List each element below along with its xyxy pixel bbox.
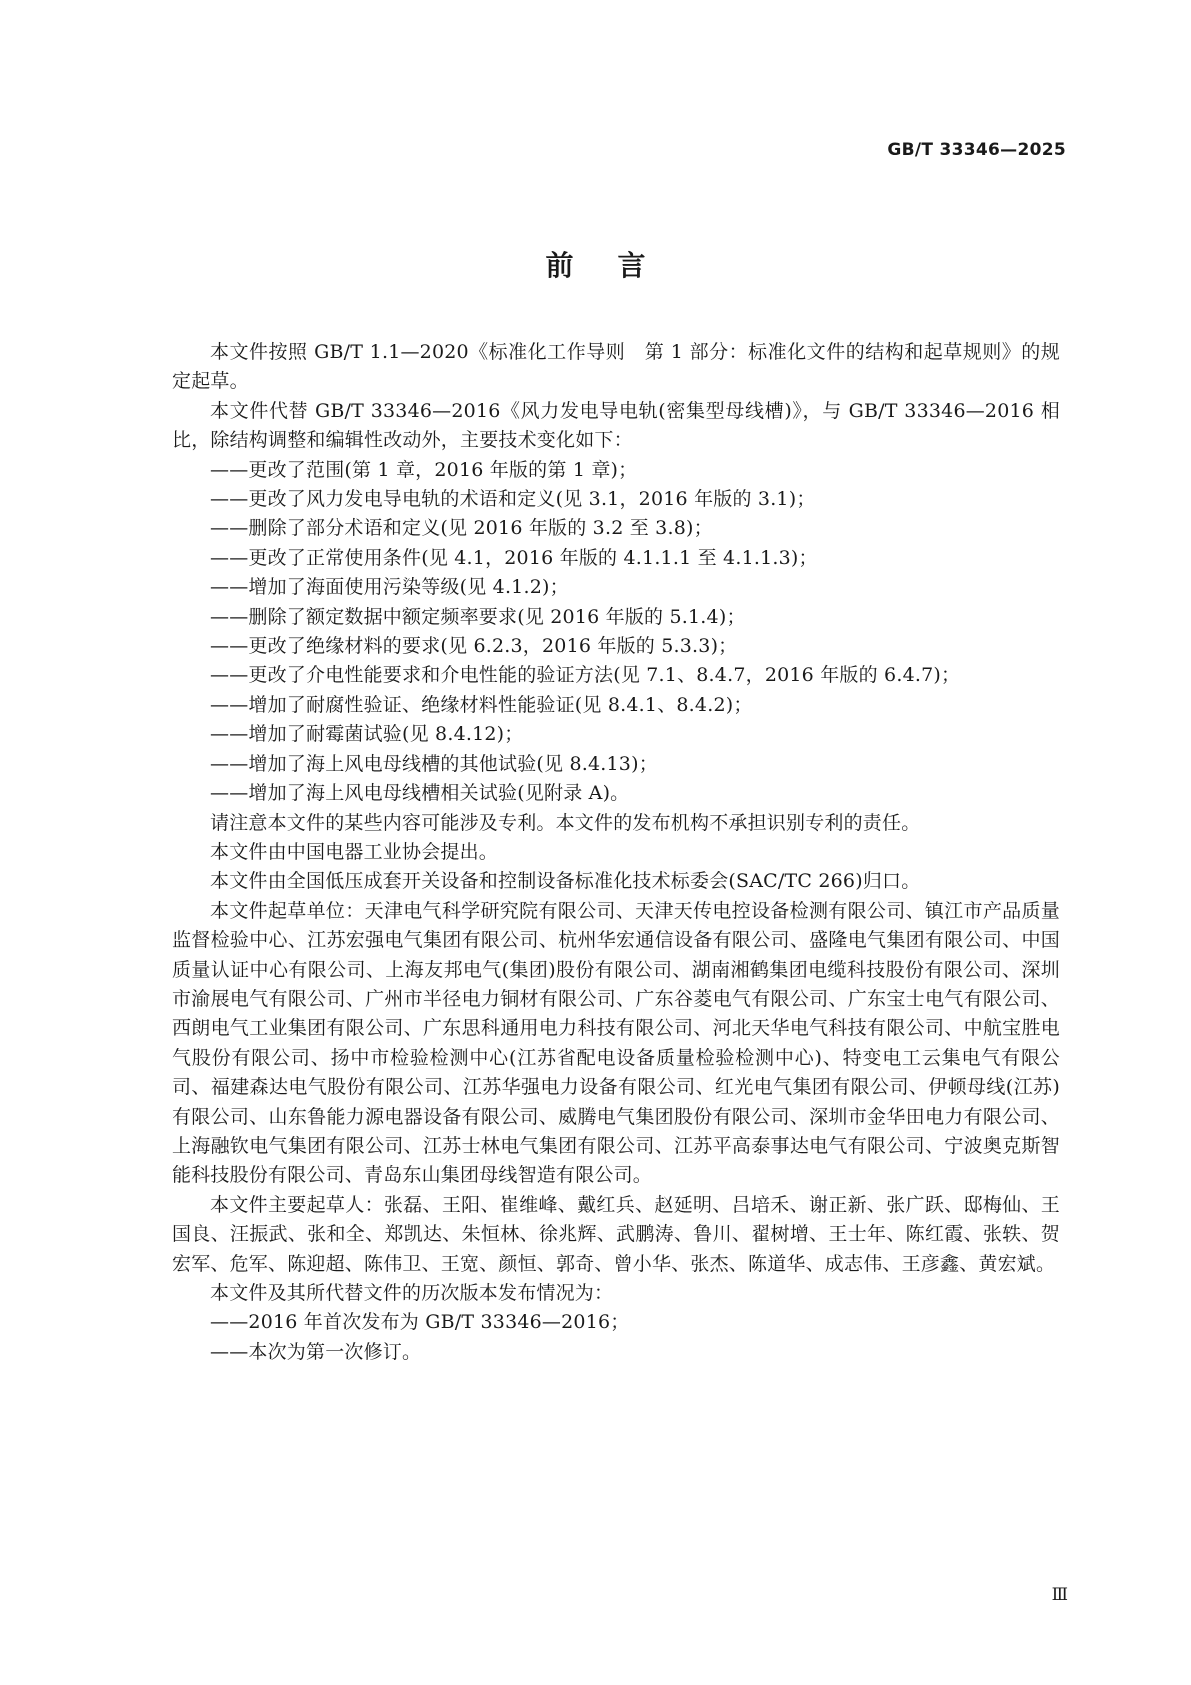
change-item: ——删除了额定数据中额定频率要求(见 2016 年版的 5.1.4)； xyxy=(210,605,746,628)
page-title: 前言 xyxy=(545,249,690,282)
paragraph-drafters: 本文件主要起草人：张磊、王阳、崔维峰、戴红兵、赵延明、吕培禾、谢正新、张广跃、邸梅仙、王国良、汪振武、张和全、郑凯达、朱恒林、徐兆辉、武鹏涛、鲁川、翟树增、王士年、陈红霞、张轶、贺宏军、危军、陈迎超、陈伟卫、王宽、颜恒、郭奇、曾小华、张杰、陈道华、成志伟、王彦鑫、黄宏斌。 xyxy=(172,1193,1060,1275)
change-item: ——更改了绝缘材料的要求(见 6.2.3，2016 年版的 5.3.3)； xyxy=(210,635,738,658)
change-item: ——增加了耐腐性验证、绝缘材料性能验证(见 8.4.1、8.4.2)； xyxy=(210,693,753,716)
foreword-body xyxy=(172,338,1060,1367)
change-item: ——更改了风力发电导电轨的术语和定义(见 3.1，2016 年版的 3.1)； xyxy=(210,488,816,511)
standard-number: GB/T 33346—2025 xyxy=(887,140,1066,160)
change-item: ——删除了部分术语和定义(见 2016 年版的 3.2 至 3.8)； xyxy=(210,517,713,540)
change-item: ——更改了正常使用条件(见 4.1，2016 年版的 4.1.1.1 至 4.1.1.3)； xyxy=(210,546,818,569)
paragraph-patent-notice: 请注意本文件的某些内容可能涉及专利。本文件的发布机构不承担识别专利的责任。 xyxy=(210,811,921,834)
change-item: ——增加了海上风电母线槽的其他试验(见 8.4.13)； xyxy=(210,752,658,775)
paragraph-proposer: 本文件由中国电器工业协会提出。 xyxy=(210,840,499,863)
paragraph-replacement: 本文件代替 GB/T 33346—2016《风力发电导电轨(密集型母线槽)》，与 GB/T 33346—2016 相比，除结构调整和编辑性改动外，主要技术变化如下： xyxy=(172,399,1060,452)
paragraph-history-intro: 本文件及其所代替文件的历次版本发布情况为： xyxy=(210,1282,614,1304)
change-item: ——更改了范围(第 1 章，2016 年版的第 1 章)； xyxy=(210,458,638,481)
paragraph-committee: 本文件由全国低压成套开关设备和控制设备标准化技术标委会(SAC/TC 266)归口。 xyxy=(210,870,921,893)
history-item: ——2016 年首次发布为 GB/T 33346—2016； xyxy=(210,1311,630,1334)
change-item: ——更改了介电性能要求和介电性能的验证方法(见 7.1、8.4.7，2016 年版的 6.4.7)； xyxy=(210,664,961,687)
change-item: ——增加了耐霉菌试验(见 8.4.12)； xyxy=(210,723,524,746)
history-item: ——本次为第一次修订。 xyxy=(210,1340,422,1363)
paragraph-drafting-units: 本文件起草单位：天津电气科学研究院有限公司、天津天传电控设备检测有限公司、镇江市产品质量监督检验中心、江苏宏强电气集团有限公司、杭州华宏通信设备有限公司、盛隆电气集团有限公司、中国质量认证中心有限公司、上海友邦电气(集团)股份有限公司、湖南湘鹤集团电缆科技股份有限公司、深圳市渝展电气有限公司、广州市半径电力铜材有限公司、广东谷菱电气有限公司、广东宝士电气有限公司、西朗电气工业集团有限公司、广东思科通用电力科技有限公司、河北天华电气科技有限公司、中航宝胜电气股份有限公司、扬中市检验检测中心(江苏省配电设备质量检验检测中心)、特变电工云集电气有限公司、福建森达电气股份有限公司、江苏华强电力设备有限公司、红光电气集团有限公司、伊顿母线(江苏)有限公司、山东鲁能力源电器设备有限公司、威腾电气集团股份有限公司、深圳市金华田电力有限公司、上海融钦电气集团有限公司、江苏士林电气集团有限公司、江苏平高泰事达电气有限公司、宁波奥克斯智能科技股份有限公司、青岛东山集团母线智造有限公司。 xyxy=(172,899,1060,1187)
change-item: ——增加了海上风电母线槽相关试验(见附录 A)。 xyxy=(210,782,630,805)
change-item: ——增加了海面使用污染等级(见 4.1.2)； xyxy=(210,576,569,599)
paragraph-drafting-rules: 本文件按照 GB/T 1.1—2020《标准化工作导则 第 1 部分：标准化文件的结构和起草规则》的规定起草。 xyxy=(172,341,1060,393)
page-number: Ⅲ xyxy=(1051,1585,1068,1605)
